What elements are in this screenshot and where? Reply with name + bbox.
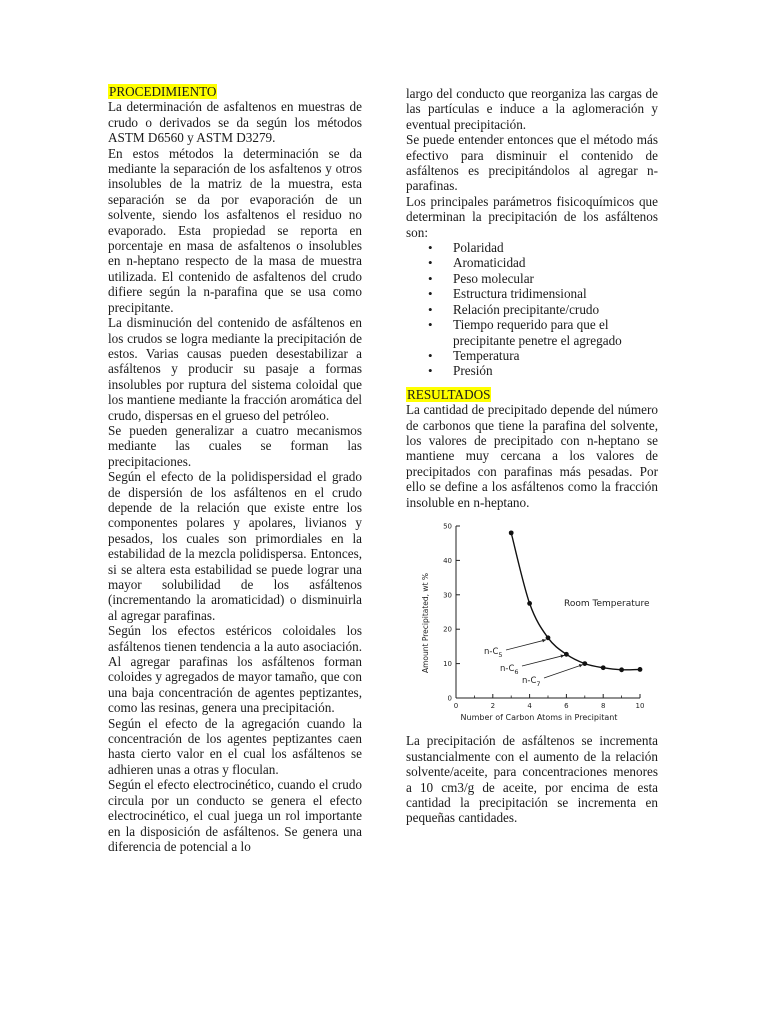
data-point <box>601 665 606 670</box>
paragraph: Según los efectos estéricos coloidales los asfáltenos tienen tendencia a la auto asociación. Al agregar parafinas los asfáltenos forman coloides y agregados de mayor tamaño, que con una baja concentración de agentes peptizantes, como las resinas, genera una precipitación. <box>108 623 362 716</box>
chart-labels <box>421 573 650 722</box>
bullet-icon: • <box>428 301 433 317</box>
y-tick-label: 40 <box>443 556 452 565</box>
data-point <box>527 601 532 606</box>
procedimiento-heading: PROCEDIMIENTO <box>109 84 217 99</box>
n-c6-annotation: $n-C_6$ <box>500 663 519 676</box>
paragraph: largo del conducto que reorganiza las cargas de las partículas e induce a la aglomeración y eventual precipitación. <box>406 86 658 132</box>
c6-arrow-head <box>560 654 564 657</box>
paragraph: La precipitación de asfáltenos se incrementa sustancialmente con el aumento de la relación solvente/aceite, para concentraciones menores a 10 cm3/g de aceite, por encima de esta cantidad la precipitación se incrementa en pequeñas cantidades. <box>406 733 658 826</box>
x-tick-label: 0 <box>453 701 459 710</box>
bullet-icon: • <box>428 240 433 256</box>
x-axis-label: Number of Carbon Atoms in Precipitant <box>460 712 618 722</box>
c7-arrow <box>544 665 583 678</box>
precipitation-chart <box>406 518 656 724</box>
n-c7-annotation: $n-C_7$ <box>522 675 541 688</box>
paragraph: La determinación de asfaltenos en muestras de crudo o derivados se da según los métodos ASTM D6560 y ASTM D3279. <box>108 99 362 146</box>
bullet-icon: • <box>428 347 433 363</box>
chart <box>406 518 658 727</box>
list-item: • Temperatura <box>428 347 520 363</box>
x-tick-label: 2 <box>490 701 496 710</box>
c7-arrow-head <box>579 664 583 667</box>
c5-arrow-head <box>542 639 546 642</box>
data-point <box>546 635 551 640</box>
paragraph: Se puede entender entonces que el método más efectivo para disminuir el contenido de asfáltenos es precipitándolos al agregar n-parafinas. <box>406 132 658 194</box>
list-item: • Aromaticidad <box>428 255 526 271</box>
data-point <box>582 661 587 666</box>
y-tick-label: 20 <box>443 625 452 634</box>
paragraph: La disminución del contenido de asfáltenos en los crudos se logra mediante la precipitación de estos. Varias causas pueden desestabilizar a asfáltenos y producir su pasaje a formas insolubles por ruptura del sistema coloidal que los mantiene mediante la fracción aromática del crudo, dispersas en el grueso del petróleo. <box>108 315 362 423</box>
room-temperature-annotation: Room Temperature <box>564 598 650 609</box>
data-point <box>619 667 624 672</box>
list-item: • Relación precipitante/crudo <box>428 301 600 317</box>
list-item: • Presión <box>428 363 493 379</box>
bullet-icon: • <box>428 317 433 333</box>
chart-axes <box>443 522 644 710</box>
right-column <box>406 86 658 826</box>
left-column <box>108 84 362 854</box>
c5-arrow <box>506 640 546 650</box>
paragraph: En estos métodos la determinación se da mediante la separación de los asfaltenos y otros insolubles de la matriz de la muestra, esta separación se da por evaporación de un solvente, siendo los asfaltenos el residuo no evaporado. Esta propiedad se reporta en porcentaje en masa de asfaltenos o insolubles en n-heptano respecto de la masa de muestra utilizada. El contenido de asfaltenos del crudo difiere según la n-parafina que se usa como precipitante. <box>108 145 362 315</box>
x-tick-label: 8 <box>600 701 606 710</box>
n-c5-annotation: $n-C_5$ <box>484 646 503 659</box>
y-axis-label: Amount Precipitated, wt % <box>421 572 430 673</box>
y-tick-label: 10 <box>443 660 452 669</box>
data-point <box>509 530 514 535</box>
list-item: • Tiempo requerido para que el precipitante penetre el agregado <box>428 317 622 348</box>
y-tick-label: 50 <box>443 522 452 531</box>
paragraph: La cantidad de precipitado depende del número de carbonos que tiene la parafina del solvente, los valores de precipitado con n-heptano se mantiene muy cercana a los valores de precipitados con parafinas más pesadas. Por ello se define a los asfáltenos como la fracción insoluble en n-heptano. <box>406 402 658 510</box>
y-tick-label: 0 <box>447 694 452 703</box>
list-item: • Peso molecular <box>428 270 534 286</box>
paragraph: Se pueden generalizar a cuatro mecanismos mediante las cuales se forman las precipitaciones. <box>108 422 362 469</box>
bullet-icon: • <box>428 255 433 271</box>
x-tick-label: 4 <box>527 701 532 710</box>
bullet-icon: • <box>428 363 433 379</box>
data-point <box>638 667 643 672</box>
paragraph: Según el efecto de la polidispersidad el grado de dispersión de los asfáltenos en el crudo depende de la relación que existe entre los componentes polares y apolares, livianos y pesados, los cuales son primordiales en la estabilidad de la mezcla polidispersa. Entonces, si se altera esta estabilidad se puede lograr una mayor solubilidad de los asfáltenos (incrementando la aromaticidad) o disminuirla al agregar parafinas. <box>108 469 362 623</box>
list-item: • Estructura tridimensional <box>428 286 587 302</box>
y-tick-label: 30 <box>443 591 452 600</box>
x-tick-label: 10 <box>635 701 645 710</box>
x-tick-label: 6 <box>564 701 569 710</box>
paragraph: Según el efecto de la agregación cuando la concentración de los agentes peptizantes caen hasta cierto valor en el cual los asfáltenos se adhieren unas a otras y floculan. <box>108 715 362 777</box>
list-item: • Polaridad <box>428 240 504 256</box>
paragraph: Los principales parámetros fisicoquímicos que determinan la precipitación de los asfáltenos son: <box>406 193 658 240</box>
bullet-icon: • <box>428 286 433 302</box>
bullet-icon: • <box>428 270 433 286</box>
paragraph: Según el efecto electrocinético, cuando el crudo circula por un conducto se genera el efecto electrocinético, el cual juega un rol importante en la disposición de asfáltenos. Se genera una diferencia de potencial a lo <box>108 777 362 854</box>
data-point <box>564 652 569 657</box>
resultados-heading: RESULTADOS <box>407 386 491 402</box>
parameter-list <box>406 240 658 379</box>
c6-arrow <box>522 655 564 666</box>
